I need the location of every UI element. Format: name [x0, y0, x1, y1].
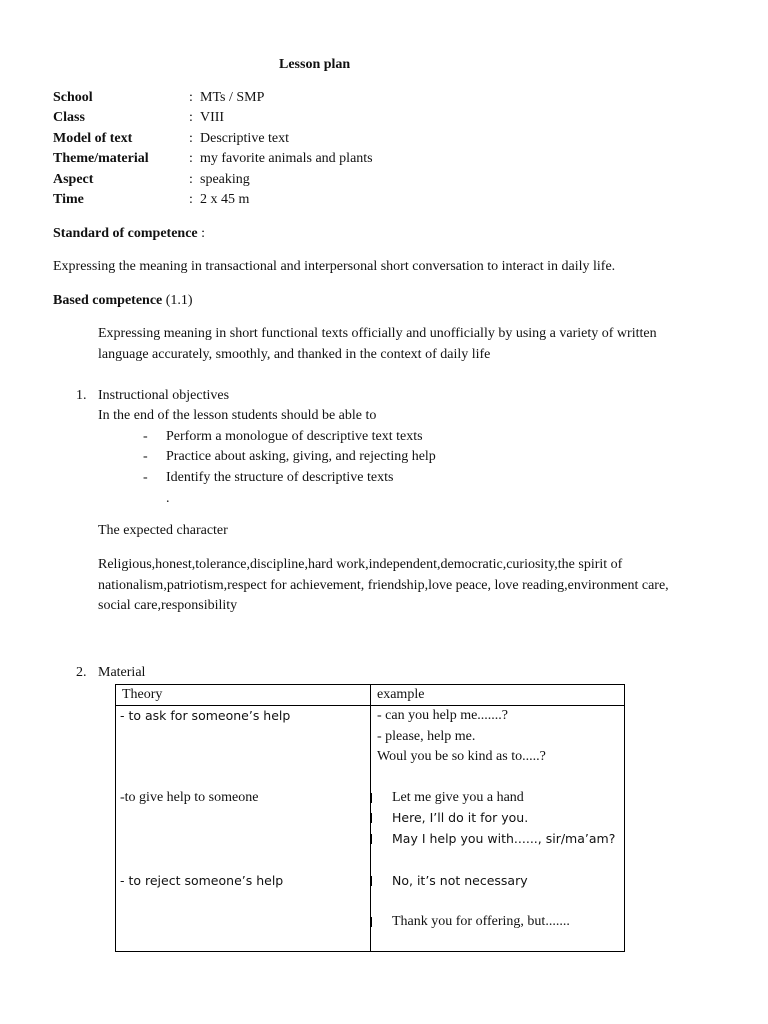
theory-give: -to give help to someone	[120, 790, 259, 805]
theory-ask: - to ask for someone’s help	[120, 708, 291, 723]
info-value-theme: my favorite animals and plants	[200, 151, 373, 166]
character-title: The expected character	[98, 523, 228, 538]
objective-dot: .	[166, 491, 170, 506]
info-value-time: 2 x 45 m	[200, 192, 250, 207]
material-number: 2.	[76, 665, 87, 680]
example-give: May I help you with......, sir/ma’am?	[392, 831, 616, 846]
character-line: social care,responsibility	[98, 598, 238, 613]
objectives-number: 1.	[76, 388, 87, 403]
material-table	[115, 684, 625, 952]
example-ask: Woul you be so kind as to.....?	[377, 749, 546, 764]
objective-item: Perform a monologue of descriptive text texts	[166, 429, 423, 444]
standard-heading-suffix: :	[197, 226, 206, 241]
info-value-model: Descriptive text	[200, 131, 290, 146]
objective-item: Practice about asking, giving, and rejecting help	[166, 449, 436, 464]
character-line: nationalism,patriotism,respect for achievement, friendship,love peace, love reading,environment care,	[98, 578, 669, 593]
example-ask: - please, help me.	[377, 729, 476, 744]
example-bullet-mark	[371, 876, 372, 886]
info-colon: :	[189, 90, 193, 105]
objective-item: Identify the structure of descriptive texts	[166, 470, 394, 485]
info-colon: :	[189, 172, 193, 187]
info-value-class: VIII	[200, 110, 225, 125]
info-label-class: Class	[53, 110, 85, 125]
standard-heading-text: Standard of competence	[53, 226, 198, 241]
example-bullet-mark	[371, 917, 372, 927]
example-reject: Thank you for offering, but.......	[392, 914, 570, 929]
objective-bullet: -	[143, 470, 148, 485]
based-text-line: Expressing meaning in short functional texts officially and unofficially by using a variety of written	[98, 326, 657, 341]
theory-reject: - to reject someone’s help	[120, 873, 284, 888]
objectives-intro: In the end of the lesson students should be able to	[98, 408, 377, 423]
example-give: Here, I’ll do it for you.	[392, 810, 529, 825]
based-text-line: language accurately, smoothly, and thanked in the context of daily life	[98, 347, 491, 362]
objective-bullet: -	[143, 429, 148, 444]
based-heading	[53, 291, 193, 311]
info-colon: :	[189, 192, 193, 207]
standard-text: Expressing the meaning in transactional and interpersonal short conversation to interact in daily life.	[53, 259, 616, 274]
info-label-model: Model of text	[53, 131, 133, 146]
table-header-theory: Theory	[122, 687, 163, 702]
info-label-time: Time	[53, 192, 84, 207]
info-label-aspect: Aspect	[53, 172, 94, 187]
page-title: Lesson plan	[279, 57, 351, 72]
standard-heading	[53, 224, 205, 244]
material-title: Material	[98, 665, 146, 680]
example-ask: - can you help me.......?	[377, 708, 509, 723]
example-bullet-mark	[371, 793, 372, 803]
info-colon: :	[189, 110, 193, 125]
objectives-title: Instructional objectives	[98, 388, 230, 403]
objective-bullet: -	[143, 449, 148, 464]
info-value-school: MTs / SMP	[200, 90, 265, 105]
character-line: Religious,honest,tolerance,discipline,hard work,independent,democratic,curiosity,the spirit of	[98, 557, 623, 572]
example-bullet-mark	[371, 813, 372, 823]
info-label-school: School	[53, 90, 93, 105]
based-heading-suffix: (1.1)	[162, 293, 193, 308]
example-give: Let me give you a hand	[392, 790, 524, 805]
info-colon: :	[189, 151, 193, 166]
info-colon: :	[189, 131, 193, 146]
info-label-theme: Theme/material	[53, 151, 149, 166]
table-header-example: example	[377, 687, 425, 702]
based-heading-text: Based competence	[53, 293, 163, 308]
example-bullet-mark	[371, 834, 372, 844]
example-reject: No, it’s not necessary	[392, 873, 528, 888]
info-value-aspect: speaking	[200, 172, 250, 187]
